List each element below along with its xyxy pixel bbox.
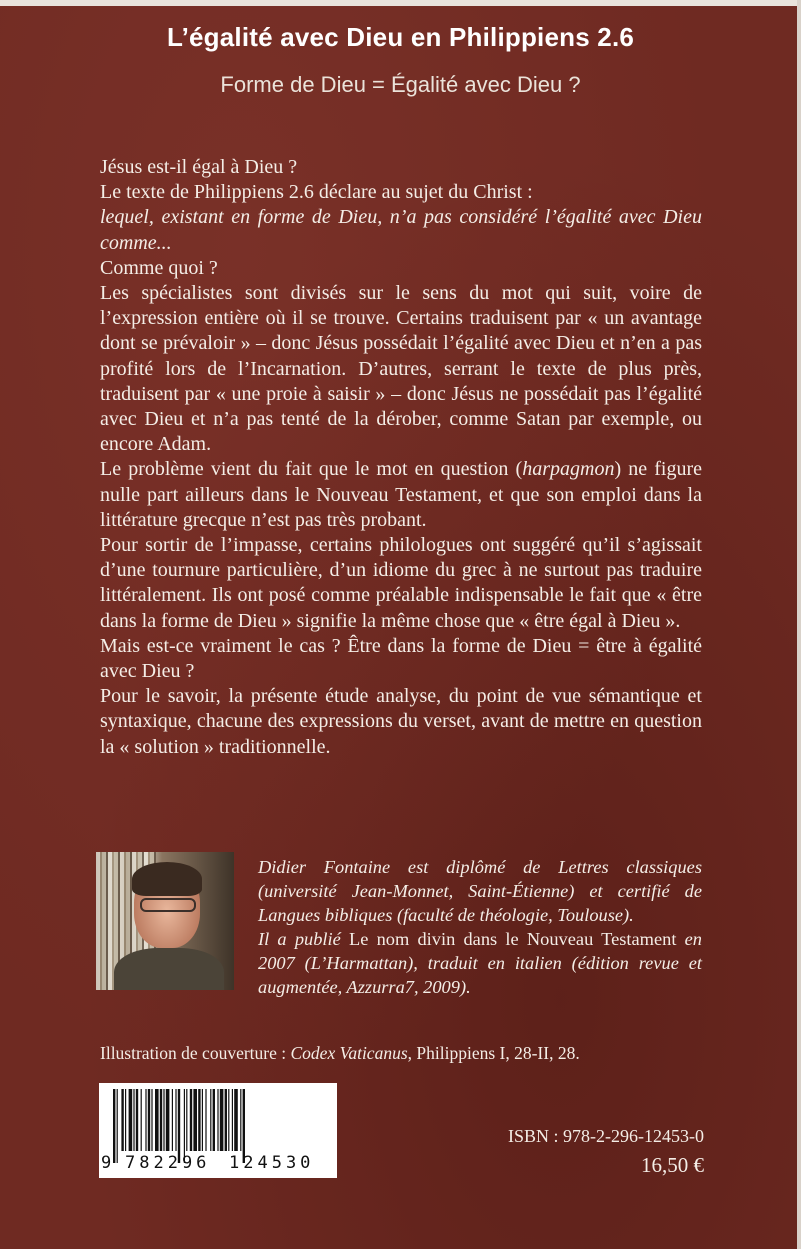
blurb-quote: lequel, existant en forme de Dieu, n’a pas considéré l’égalité avec Dieu comme...: [100, 206, 702, 254]
barcode-bar: [217, 1089, 218, 1151]
barcode-bar: [141, 1089, 142, 1151]
barcode-digit-group: 124530: [229, 1153, 315, 1173]
barcode-bar: [210, 1089, 211, 1151]
barcode-bar: [240, 1089, 241, 1151]
book-reference: Le nom divin dans le Nouveau Testament: [340, 929, 685, 949]
blurb-paragraph: Pour le savoir, la présente étude analyse, du point de vue sémantique et syntaxique, chacune des expressions du verset, avant de mettre en question la « solution » traditionnelle.: [100, 685, 702, 758]
page-edge: [0, 0, 801, 6]
credit-suffix: , Philippiens I, 28-II, 28.: [407, 1043, 580, 1063]
barcode-bar: [243, 1089, 245, 1163]
barcode-bar: [160, 1089, 162, 1151]
back-cover-blurb: [100, 155, 702, 760]
barcode-bar: [145, 1089, 146, 1151]
barcode-bar: [228, 1089, 229, 1151]
barcode-bar: [121, 1089, 123, 1151]
author-publications: [258, 927, 702, 999]
isbn: ISBN : 978-2-296-12453-0: [508, 1126, 704, 1146]
bio-text: en 2007 (L’Harmattan), traduit en italien (édition revue et augmentée, Azzurra7, 2009).: [258, 929, 702, 997]
barcode: [99, 1083, 337, 1178]
price: 16,50 €: [641, 1153, 704, 1177]
barcode-bar: [184, 1089, 185, 1163]
blurb-paragraph: Jésus est-il égal à Dieu ?: [100, 156, 298, 178]
barcode-bar: [220, 1089, 224, 1151]
blurb-paragraph: Pour sortir de l’impasse, certains philologues ont suggéré qu’il s’agissait d’une tournure particulière, d’un idiome du grec à ne surtout pas traduire littéralement. Ils ont posé comme préalable indispensable le fait que « être dans la forme de Dieu » signifie la même chose que « être égal à Dieu ».: [100, 534, 702, 632]
author-bio: [258, 855, 702, 999]
barcode-bar: [186, 1089, 187, 1151]
page-edge-right: [797, 0, 801, 1249]
barcode-bar: [155, 1089, 159, 1151]
barcode-bar: [205, 1089, 206, 1151]
author-photo: [96, 852, 234, 990]
barcode-bar: [190, 1089, 192, 1151]
barcode-bar: [202, 1089, 203, 1151]
bio-text: Il a publié: [258, 929, 341, 949]
cover-illustration-credit: [100, 1043, 720, 1064]
glasses-icon: [140, 898, 196, 912]
barcode-bar: [225, 1089, 227, 1151]
author-bio-text: Didier Fontaine est diplômé de Lettres classiques (université Jean-Monnet, Saint-Étienne) et certifié de Langues bibliques (faculté de théologie, Toulouse).: [258, 857, 702, 925]
blurb-paragraph: Les spécialistes sont divisés sur le sens du mot qui suit, voire de l’expression entière où il se trouve. Certains traduisent par « un avantage dont se prévaloir » – donc Jésus possédait l’égalité avec Dieu et n’en a pas profité lors de l’Incarnation. D’autres, serrant le texte de plus près, traduisent par « une proie à saisir » – donc Jésus ne possédait pas l’égalité avec Dieu et n’a pas tenté de la dérober, comme Satan par exemple, ou encore Adam.: [100, 282, 702, 456]
barcode-bar: [193, 1089, 197, 1151]
barcode-digits: [99, 1153, 337, 1175]
blurb-text: ) ne figure nulle part ailleurs dans le Nouveau Testament, et que son emploi dans la littérature grecque n’est pas très probant.: [100, 458, 703, 531]
greek-term: harpagmon: [522, 458, 615, 481]
barcode-bar: [175, 1089, 176, 1151]
barcode-bar: [163, 1089, 164, 1151]
barcode-bar: [136, 1089, 138, 1151]
barcode-digit-first: 9: [101, 1153, 112, 1173]
barcode-bar: [213, 1089, 215, 1151]
barcode-digit-group: 782296: [125, 1153, 211, 1173]
author-hair: [132, 862, 202, 896]
blurb-paragraph: Mais est-ce vraiment le cas ? Être dans la forme de Dieu = être à égalité avec Dieu ?: [100, 634, 702, 683]
barcode-bar: [129, 1089, 133, 1151]
book-title: L’égalité avec Dieu en Philippiens 2.6: [166, 22, 635, 52]
author-shirt: [114, 948, 224, 990]
blurb-paragraph: Comme quoi ?: [100, 256, 218, 279]
barcode-bar: [198, 1089, 200, 1151]
barcode-bar: [151, 1089, 152, 1151]
book-subtitle: Forme de Dieu = Égalité avec Dieu ?: [220, 72, 581, 97]
barcode-bar: [178, 1089, 180, 1163]
barcode-bar: [232, 1089, 233, 1151]
credit-prefix: Illustration de couverture :: [100, 1043, 291, 1063]
blurb-paragraph: [100, 457, 702, 533]
barcode-bar: [166, 1089, 170, 1151]
barcode-bar: [172, 1089, 173, 1151]
barcode-bar: [125, 1089, 126, 1151]
barcode-bar: [117, 1089, 118, 1163]
barcode-bar: [148, 1089, 150, 1151]
blurb-paragraph: Le texte de Philippiens 2.6 déclare au sujet du Christ :: [100, 181, 533, 204]
blurb-text: Le problème vient du fait que le mot en question (: [100, 458, 523, 481]
barcode-bar: [234, 1089, 238, 1151]
barcode-bar: [133, 1089, 134, 1151]
credit-work: Codex Vaticanus: [290, 1043, 408, 1063]
barcode-bar: [113, 1089, 115, 1163]
